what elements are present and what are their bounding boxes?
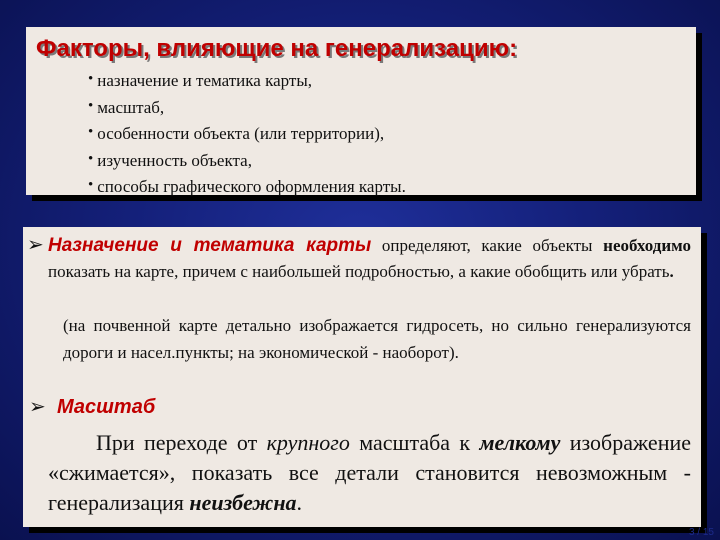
bullet-icon: •	[88, 150, 94, 167]
bullet-icon: •	[88, 97, 94, 114]
purpose-paragraph: Назначение и тематика карты определяют, какие объекты необходимо показать на карте, причем с наибольшей подробностью, а какие обобщить или убрать.	[48, 235, 691, 281]
factors-title: Факторы, влияющие на генерализацию:	[36, 35, 518, 62]
list-item: • особенности объекта (или территории),	[88, 124, 385, 143]
bullet-icon: •	[88, 177, 94, 193]
arrow-bullet-icon: ➢	[27, 232, 44, 256]
purpose-example: (на почвенной карте детально изображается гидросеть, но сильно генерализуются дороги и насел.пункты; на экономической - наоборот).	[63, 316, 691, 362]
details-panel	[23, 227, 701, 527]
list-item: • назначение и тематика карты,	[88, 71, 312, 90]
factors-panel	[26, 27, 696, 195]
bullet-icon: •	[88, 124, 94, 140]
scale-paragraph: При переходе от крупного масштаба к мелкому изображение «сжимается», показать все детали становится невозможным - генерализация неизбежна.	[48, 430, 692, 515]
scale-heading: Масштаб	[57, 396, 156, 418]
factors-list	[88, 71, 406, 204]
slide-counter: 3 / 15	[688, 527, 714, 538]
bullet-icon: •	[88, 71, 94, 87]
list-item: • масштаб,	[88, 97, 165, 117]
purpose-heading: Назначение и тематика карты	[48, 235, 372, 256]
arrow-bullet-icon: ➢	[29, 394, 46, 418]
list-item: • способы графического оформления карты.	[88, 177, 406, 196]
list-item: • изученность объекта,	[88, 150, 252, 170]
